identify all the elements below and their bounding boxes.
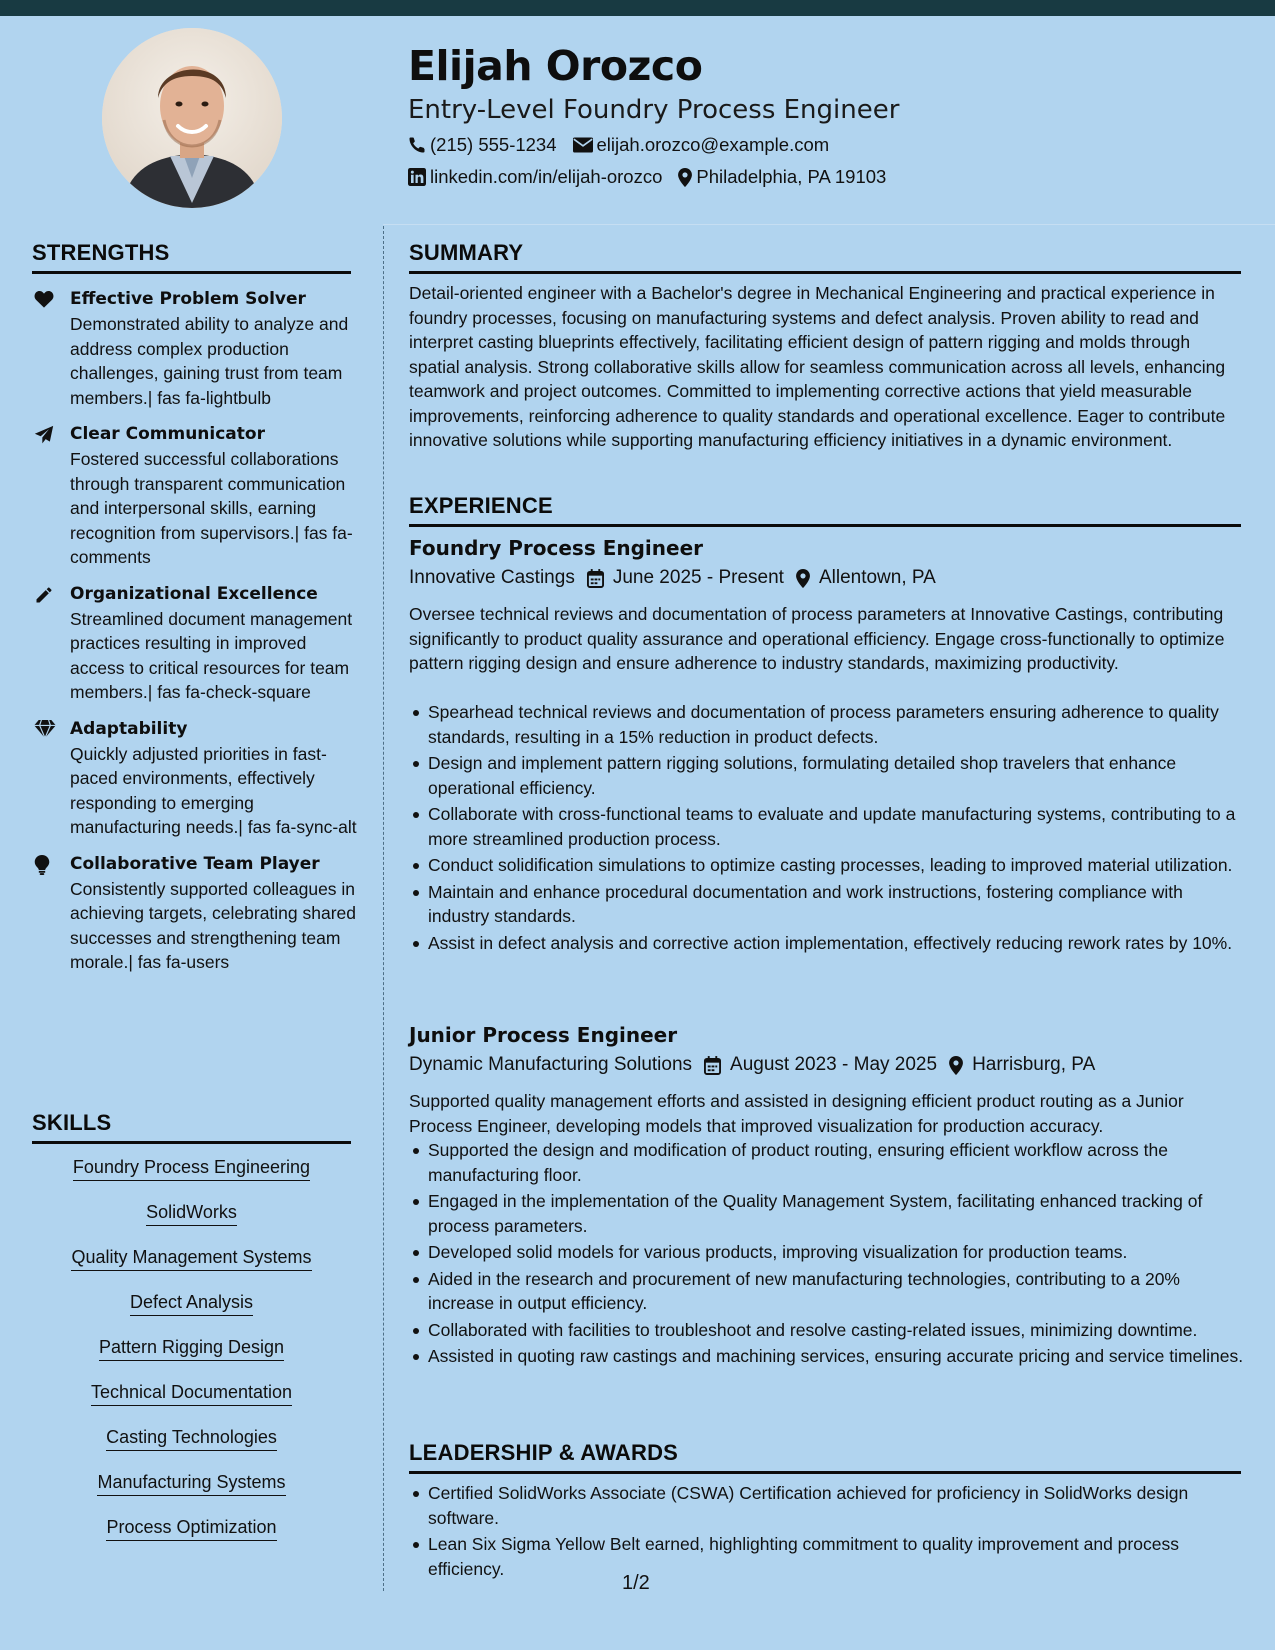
- header-divider: [383, 224, 1275, 225]
- strength-item: [32, 287, 357, 410]
- strengths-list: [32, 287, 357, 987]
- phone-icon: [408, 136, 426, 154]
- job-meta: [409, 1054, 1107, 1076]
- summary-heading: SUMMARY: [409, 240, 1241, 274]
- strength-item: [32, 717, 357, 840]
- envelope-icon: [573, 137, 593, 153]
- strength-description: Fostered successful collaborations through transparent communication and interpersonal skills, earning recognition from supervisors.| fas fa-comments: [70, 449, 353, 567]
- job-location: Allentown, PA: [818, 567, 936, 588]
- summary-text: Detail-oriented engineer with a Bachelor's degree in Mechanical Engineering and practical experience in foundry processes, focusing on manufacturing systems and defect analysis. Proven ability to read and interpret casting blueprints effectively, facilitating efficient design of pattern rigging and molds through spatial analysis. Strong collaborative skills allow for seamless communication across all levels, enhancing teamwork and project outcomes. Committed to implementing corrective actions that yield measurable improvements, reinforcing adherence to quality standards and operational excellence. Eager to contribute innovative solutions while supporting manufacturing efficiency initiatives in a dynamic environment.: [409, 283, 1226, 450]
- candidate-title: Entry-Level Foundry Process Engineer: [408, 95, 900, 125]
- contact-row-1: [408, 134, 845, 156]
- top-accent-bar: [0, 0, 1275, 16]
- profile-photo: [102, 28, 282, 208]
- phone-contact[interactable]: [408, 134, 557, 156]
- skill-tag: Defect Analysis: [130, 1291, 253, 1316]
- job-bullet: Assist in defect analysis and corrective action implementation, effectively reducing rework rates by 10%.: [409, 931, 1244, 956]
- leadership-heading: LEADERSHIP & AWARDS: [409, 1440, 1241, 1474]
- skill-tag: Technical Documentation: [91, 1381, 292, 1406]
- award-bullet: Certified SolidWorks Associate (CSWA) Certification achieved for proficiency in SolidWorks design software.: [409, 1481, 1244, 1530]
- calendar-icon: [587, 569, 604, 588]
- linkedin-text: linkedin.com/in/elijah-orozco: [430, 166, 663, 187]
- job-bullet: Conduct solidification simulations to optimize casting processes, leading to improved material utilization.: [409, 853, 1244, 878]
- job-bullet: Supported the design and modification of product routing, ensuring efficient workflow across the manufacturing floor.: [409, 1138, 1244, 1187]
- job-description: Oversee technical reviews and documentation of process parameters at Innovative Castings, contributing significantly to product quality assurance and operational efficiency. Engage cross-functionally to optimize pattern rigging design and ensure adherence to industry standards, maximizing productivity.: [409, 604, 1225, 673]
- map-pin-icon: [949, 1056, 963, 1075]
- phone-text: (215) 555-1234: [430, 134, 557, 155]
- award-bullet: Lean Six Sigma Yellow Belt earned, highlighting commitment to quality improvement and process efficiency.: [409, 1532, 1244, 1581]
- location-text: Philadelphia, PA 19103: [696, 166, 887, 187]
- skills-heading: SKILLS: [32, 1110, 351, 1144]
- job-bullets: [409, 700, 1244, 957]
- job-bullet: Developed solid models for various products, improving visualization for production teams.: [409, 1240, 1244, 1265]
- strength-item: [32, 422, 357, 570]
- strength-description: Consistently supported colleagues in achieving targets, celebrating shared successes and strengthening team morale.| fas fa-users: [70, 878, 357, 972]
- pencil-icon: [34, 585, 54, 605]
- job-bullet: Design and implement pattern rigging solutions, formulating detailed shop travelers that enhance operational efficiency.: [409, 751, 1244, 800]
- column-divider: [383, 226, 384, 1591]
- linkedin-icon: [408, 168, 426, 186]
- skill-tag: Process Optimization: [106, 1516, 276, 1541]
- leadership-bullets: [409, 1481, 1244, 1583]
- page-number: 1/2: [622, 1572, 650, 1594]
- job-bullet: Collaborate with cross-functional teams to evaluate and update manufacturing systems, contributing to a more streamlined production process.: [409, 802, 1244, 851]
- linkedin-contact[interactable]: [408, 166, 662, 188]
- job-company: Innovative Castings: [409, 567, 575, 588]
- skills-list: [32, 1156, 351, 1561]
- strength-description: Quickly adjusted priorities in fast-paced environments, effectively responding to emerging manufacturing needs.| fas fa-sync-alt: [70, 743, 357, 837]
- strength-title: Effective Problem Solver: [70, 289, 306, 309]
- experience-heading: EXPERIENCE: [409, 493, 1241, 527]
- strength-description: Streamlined document management practices resulting in improved access to critical resources for team members.| fas fa-check-square: [70, 608, 353, 702]
- job-dates: June 2025 - Present: [612, 567, 784, 588]
- strengths-heading: STRENGTHS: [32, 240, 351, 274]
- candidate-name: Elijah Orozco: [408, 42, 703, 90]
- map-pin-icon: [678, 168, 692, 187]
- job-bullets: [409, 1138, 1244, 1371]
- job-bullet: Collaborated with facilities to troubleshoot and resolve casting-related issues, minimizing downtime.: [409, 1318, 1244, 1343]
- calendar-icon: [704, 1056, 721, 1075]
- strength-title: Clear Communicator: [70, 424, 265, 444]
- job-title: Foundry Process Engineer: [409, 536, 704, 560]
- lightbulb-icon: [34, 855, 50, 875]
- location-contact: [678, 166, 886, 188]
- skill-tag: Pattern Rigging Design: [99, 1336, 284, 1361]
- job-description: Supported quality management efforts and assisted in designing efficient product routing as a Junior Process Engineer, developing models that improved visualization for production accuracy.: [409, 1091, 1184, 1136]
- strength-item: [32, 852, 357, 975]
- strength-title: Collaborative Team Player: [70, 853, 320, 874]
- skill-tag: Manufacturing Systems: [97, 1471, 285, 1496]
- job-bullet: Spearhead technical reviews and documentation of process parameters ensuring adherence to quality standards, resulting in a 15% reduction in product defects.: [409, 700, 1244, 749]
- job-dates: August 2023 - May 2025: [730, 1054, 938, 1075]
- job-bullet: Engaged in the implementation of the Quality Management System, facilitating enhanced tracking of process parameters.: [409, 1189, 1244, 1238]
- job-company: Dynamic Manufacturing Solutions: [409, 1054, 693, 1075]
- job-location: Harrisburg, PA: [972, 1054, 1096, 1075]
- email-text: elijah.orozco@example.com: [596, 134, 830, 155]
- paper-plane-icon: [34, 425, 54, 445]
- skill-tag: Foundry Process Engineering: [73, 1156, 310, 1181]
- job-bullet: Assisted in quoting raw castings and machining services, ensuring accurate pricing and service timelines.: [409, 1344, 1244, 1369]
- strength-title: Organizational Excellence: [70, 583, 318, 604]
- strength-title: Adaptability: [70, 718, 188, 739]
- map-pin-icon: [796, 569, 810, 588]
- job-bullet: Maintain and enhance procedural documentation and work instructions, fostering compliance with industry standards.: [409, 880, 1244, 929]
- strength-description: Demonstrated ability to analyze and address complex production challenges, gaining trust from team members.| fas fa-lightbulb: [70, 314, 349, 408]
- skill-tag: SolidWorks: [146, 1201, 237, 1226]
- skill-tag: Casting Technologies: [106, 1426, 277, 1451]
- gem-icon: [34, 720, 56, 738]
- email-contact[interactable]: [573, 134, 830, 156]
- skill-tag: Quality Management Systems: [71, 1246, 311, 1271]
- job-meta: [409, 567, 948, 589]
- job-bullet: Aided in the research and procurement of new manufacturing technologies, contributing to a 20% increase in output efficiency.: [409, 1267, 1244, 1316]
- strength-item: [32, 582, 357, 705]
- heart-icon: [34, 290, 54, 308]
- contact-row-2: [408, 166, 902, 188]
- job-title: Junior Process Engineer: [409, 1023, 678, 1047]
